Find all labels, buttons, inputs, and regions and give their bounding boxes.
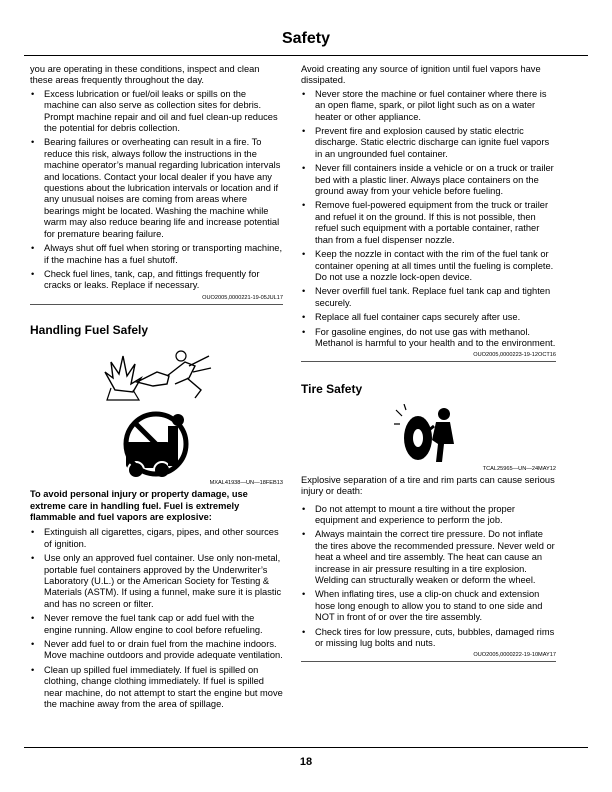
figure-reference: MXAL41938—UN—18FEB13 bbox=[209, 480, 283, 487]
list-item: • Check tires for low pressure, cuts, bubbles, damaged rims or missing lug bolts and nuts. bbox=[302, 626, 555, 649]
tire-section-heading: Tire Safety bbox=[301, 382, 363, 397]
section-divider bbox=[30, 304, 283, 305]
footer-divider bbox=[24, 747, 588, 748]
fuel-section-heading: Handling Fuel Safely bbox=[30, 322, 149, 337]
debris-bullet-list bbox=[30, 89, 283, 292]
tire-intro-text: Explosive separation of a tire and rim parts can cause serious injury or death: bbox=[301, 474, 555, 497]
list-item: • When inflating tires, use a clip-on chuck and extension hose long enough to allow you to stand to one side and NOT in front of or over the tire assembly. bbox=[302, 589, 543, 623]
list-item: • Never overfill fuel tank. Replace fuel tank cap and tighten securely. bbox=[302, 286, 551, 308]
right-column bbox=[301, 64, 556, 662]
left-intro-text: you are operating in these conditions, inspect and clean these areas frequently throughout the day. bbox=[30, 64, 260, 86]
list-item: • Never fill containers inside a vehicle or on a truck or trailer bed with a plastic liner. Always place containers on the ground away from your vehicle before fueling. bbox=[302, 163, 554, 197]
list-item: • Prevent fire and explosion caused by static electric discharge. Static electric discharge can ignite fuel vapors in an ungrounded fuel container. bbox=[302, 126, 550, 159]
fuel-warning-text: To avoid personal injury or property damage, use extreme care in handling fuel. Fuel is extremely flammable and fuel vapors are explosive: bbox=[30, 489, 248, 522]
list-item: • Clean up spilled fuel immediately. If fuel is spilled on clothing, change clothing immediately. If fuel is spilled near machine, do not attempt to start the engine but move the machine away from the area of spillage. bbox=[31, 664, 283, 710]
list-item: • Use only an approved fuel container. Use only non-metal, portable fuel containers approved by the Underwriter’s Laboratory (U.L.) or the American Society for Testing & Materials (ASTM). If using a funnel, make sure it is plastic and has no screen or filter. bbox=[31, 553, 282, 609]
reference-code: OUO2005,0000223-19-12OCT16 bbox=[473, 352, 556, 359]
tire-explosion-icon bbox=[394, 404, 464, 466]
tire-bullet-list bbox=[301, 504, 556, 650]
list-item: • Always shut off fuel when storing or transporting machine, if the machine has a fuel shutoff. bbox=[31, 243, 283, 265]
list-item: • Excess lubrication or fuel/oil leaks or spills on the machine can also serve as collection sites for debris. Prompt machine repair and oil and fuel clean-up reduces the potential for debris collection. bbox=[31, 88, 278, 134]
page-number: 18 bbox=[299, 756, 313, 768]
list-item: • Check fuel lines, tank, cap, and fittings frequently for cracks or leaks. Replace if necessary. bbox=[31, 268, 260, 291]
fuel-bullet-list bbox=[30, 527, 283, 710]
no-smoking-refuel-icon bbox=[116, 408, 198, 480]
list-item: • Never add fuel to or drain fuel from the machine indoors. Move machine outdoors and provide adequate ventilation. bbox=[31, 639, 283, 661]
figure-reference: TCAL25965—UN—24MAY12 bbox=[482, 465, 556, 472]
reference-code: OUO2005,0000221-19-05JUL17 bbox=[202, 294, 283, 301]
reference-code: OUO2005,0000222-19-10MAY17 bbox=[473, 652, 556, 659]
fuel-bullet-list-continued bbox=[301, 89, 556, 350]
header-divider bbox=[24, 55, 588, 56]
list-item: • Never remove the fuel tank cap or add fuel with the engine running. Allow engine to cool before refueling. bbox=[31, 613, 263, 635]
right-intro-text: Avoid creating any source of ignition until fuel vapors have dissipated. bbox=[301, 64, 541, 86]
list-item: • Extinguish all cigarettes, cigars, pipes, and other sources of ignition. bbox=[31, 527, 279, 549]
list-item: • Do not attempt to mount a tire without the proper equipment and experience to perform the job. bbox=[302, 503, 515, 525]
list-item: • For gasoline engines, do not use gas with methanol. Methanol is harmful to your health and to the environment. bbox=[302, 326, 556, 348]
list-item: • Replace all fuel container caps securely after use. bbox=[302, 312, 521, 323]
list-item: • Keep the nozzle in contact with the rim of the fuel tank or container opening at all times until the fueling is complete. Do not use a nozzle lock-open device. bbox=[302, 249, 554, 282]
section-divider bbox=[301, 661, 556, 662]
page-header-title: Safety bbox=[281, 30, 331, 47]
left-column bbox=[30, 64, 283, 713]
list-item: • Never store the machine or fuel container where there is an open flame, spark, or pilot light such as on a water heater or other appliance. bbox=[302, 88, 547, 122]
fuel-fire-hazard-icon bbox=[97, 342, 217, 404]
list-item: • Bearing failures or overheating can result in a fire. To reduce this risk, always follow the instructions in the machine operator’s manual regarding lubrication intervals and locations. Contact your local dealer if you have any questions about the lubrication intervals or location and if any unusual noises are coming from areas where bearings might be located. Washing the machine while warm may also reduce bearing life and increase potential for premature bearing failure. bbox=[31, 137, 281, 239]
section-divider bbox=[301, 361, 556, 362]
list-item: • Always maintain the correct tire pressure. Do not inflate the tires above the recommended pressure. Never weld or heat a wheel and tire assembly. The heat can cause an increase in air pressure resulting in a tire explosion. Welding can structurally weaken or deform the wheel. bbox=[302, 529, 555, 585]
list-item: • Remove fuel-powered equipment from the truck or trailer and refuel it on the ground. If this is not possible, then refuel such equipment with a portable container, rather than from a fuel dispenser nozzle. bbox=[302, 200, 549, 245]
